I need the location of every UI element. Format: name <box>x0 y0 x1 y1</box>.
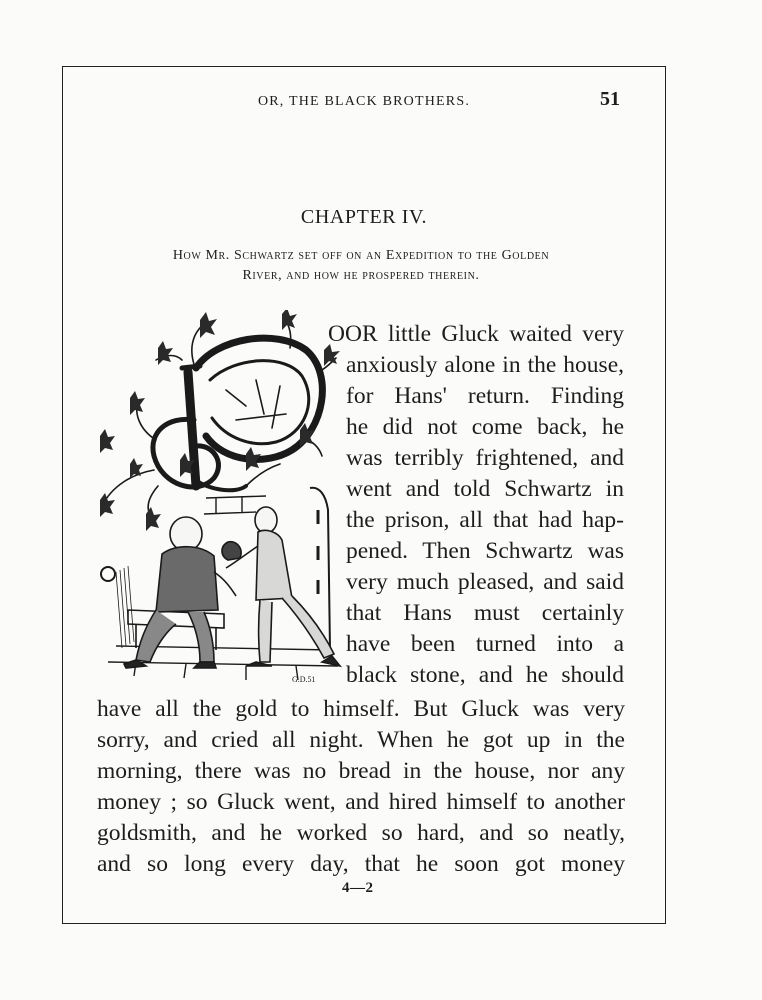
page-number: 51 <box>600 88 620 110</box>
body-line-9: very much pleased, and said <box>346 569 624 595</box>
body-line-2: anxiously alone in the house, <box>346 352 624 378</box>
body-line-12: black stone, and he should <box>346 662 624 688</box>
chapter-title: CHAPTER IV. <box>300 206 428 228</box>
body-line-14: sorry, and cried all night. When he got up in the <box>97 727 625 753</box>
chapter-subtitle-line-1: How Mr. Schwartz set off on an Expedition to the Golden <box>172 248 550 263</box>
body-line-1: OOR little Gluck waited very <box>328 321 624 347</box>
body-line-18: and so long every day, that he soon got money <box>97 851 625 877</box>
body-line-6: went and told Schwartz in <box>346 476 624 502</box>
illustration-signature: G.D.51 <box>292 675 316 684</box>
body-line-16: money ; so Gluck went, and hired himself to another <box>97 789 625 815</box>
signature-mark: 4—2 <box>342 880 374 896</box>
chapter-subtitle <box>96 246 626 286</box>
body-line-13: have all the gold to himself. But Gluck was very <box>97 696 625 722</box>
body-line-5: was terribly frightened, and <box>346 445 624 471</box>
body-line-15: morning, there was no bread in the house, nor any <box>97 758 625 784</box>
chapter-subtitle-line-2: River, and how he prospered therein. <box>242 268 480 283</box>
body-line-4: he did not come back, he <box>346 414 624 440</box>
body-line-3: for Hans' return. Finding <box>346 383 624 409</box>
body-line-7: the prison, all that had hap- <box>346 507 624 533</box>
running-head: OR, THE BLACK BROTHERS. <box>257 94 471 109</box>
body-line-17: goldsmith, and he worked so hard, and so neatly, <box>97 820 625 846</box>
illustration-drop-cap <box>96 310 348 690</box>
body-line-8: pened. Then Schwartz was <box>346 538 624 564</box>
body-line-11: have been turned into a <box>346 631 624 657</box>
body-line-10: that Hans must certainly <box>346 600 624 626</box>
